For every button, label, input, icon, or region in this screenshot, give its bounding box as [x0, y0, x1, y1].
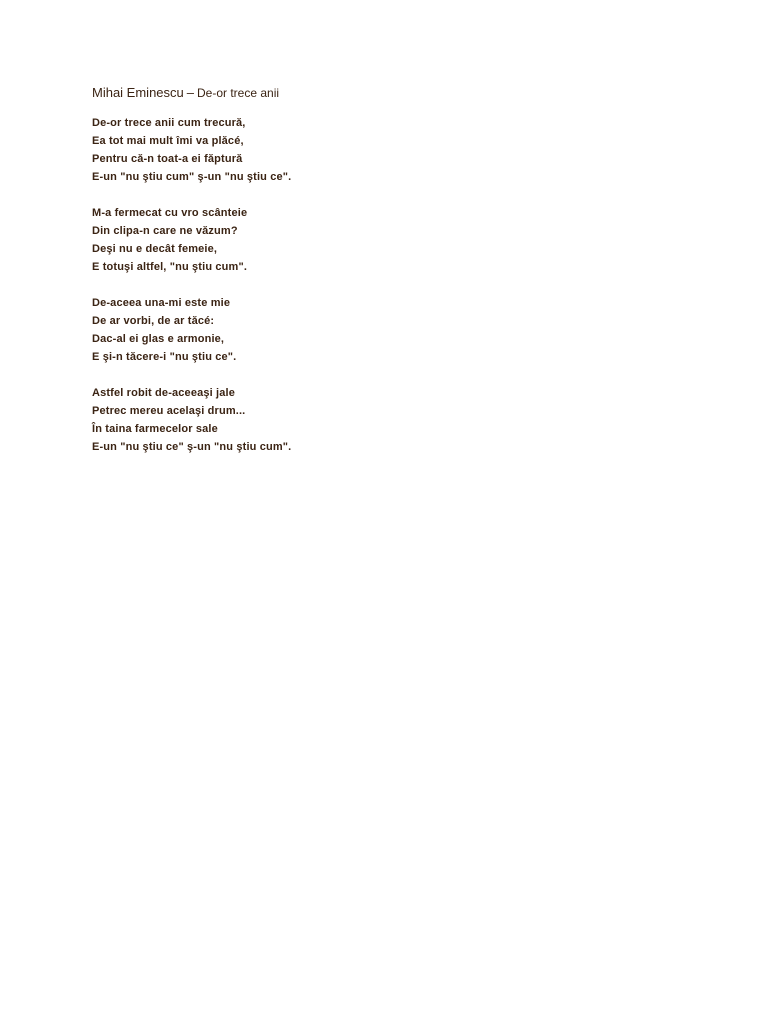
- stanza-3: [92, 294, 692, 366]
- document-title: [92, 84, 692, 102]
- poem-line: E-un "nu ştiu ce" ş-un "nu ştiu cum".: [92, 441, 292, 453]
- poem-line: M-a fermecat cu vro scânteie: [92, 207, 248, 219]
- poem-line: Ea tot mai mult îmi va plăcé,: [92, 135, 244, 147]
- poem-line: Dac-al ei glas e armonie,: [92, 333, 225, 345]
- document-page: [92, 84, 692, 474]
- poem-line: Petrec mereu acelaşi drum...: [92, 405, 246, 417]
- poem-line: Deşi nu e decât femeie,: [92, 243, 218, 255]
- poem-author: Mihai Eminescu: [92, 85, 184, 100]
- poem-line: E totuşi altfel, "nu ştiu cum".: [92, 261, 248, 273]
- poem-line: În taina farmecelor sale: [92, 423, 218, 435]
- stanza-1: [92, 114, 692, 186]
- title-separator: –: [186, 85, 194, 100]
- stanza-4: [92, 384, 692, 456]
- poem-line: Din clipa-n care ne văzum?: [92, 225, 238, 237]
- poem-line: De-or trece anii cum trecură,: [92, 117, 246, 129]
- poem-line: E-un "nu ştiu cum" ş-un "nu ştiu ce".: [92, 171, 292, 183]
- poem-title: De-or trece anii: [197, 86, 280, 100]
- poem-line: E şi-n tăcere-i "nu ştiu ce".: [92, 351, 237, 363]
- poem-line: Astfel robit de-aceeaşi jale: [92, 387, 235, 399]
- stanza-2: [92, 204, 692, 276]
- poem-line: De-aceea una-mi este mie: [92, 297, 231, 309]
- poem-line: De ar vorbi, de ar tăcé:: [92, 315, 215, 327]
- poem-line: Pentru că-n toat-a ei făptură: [92, 153, 243, 165]
